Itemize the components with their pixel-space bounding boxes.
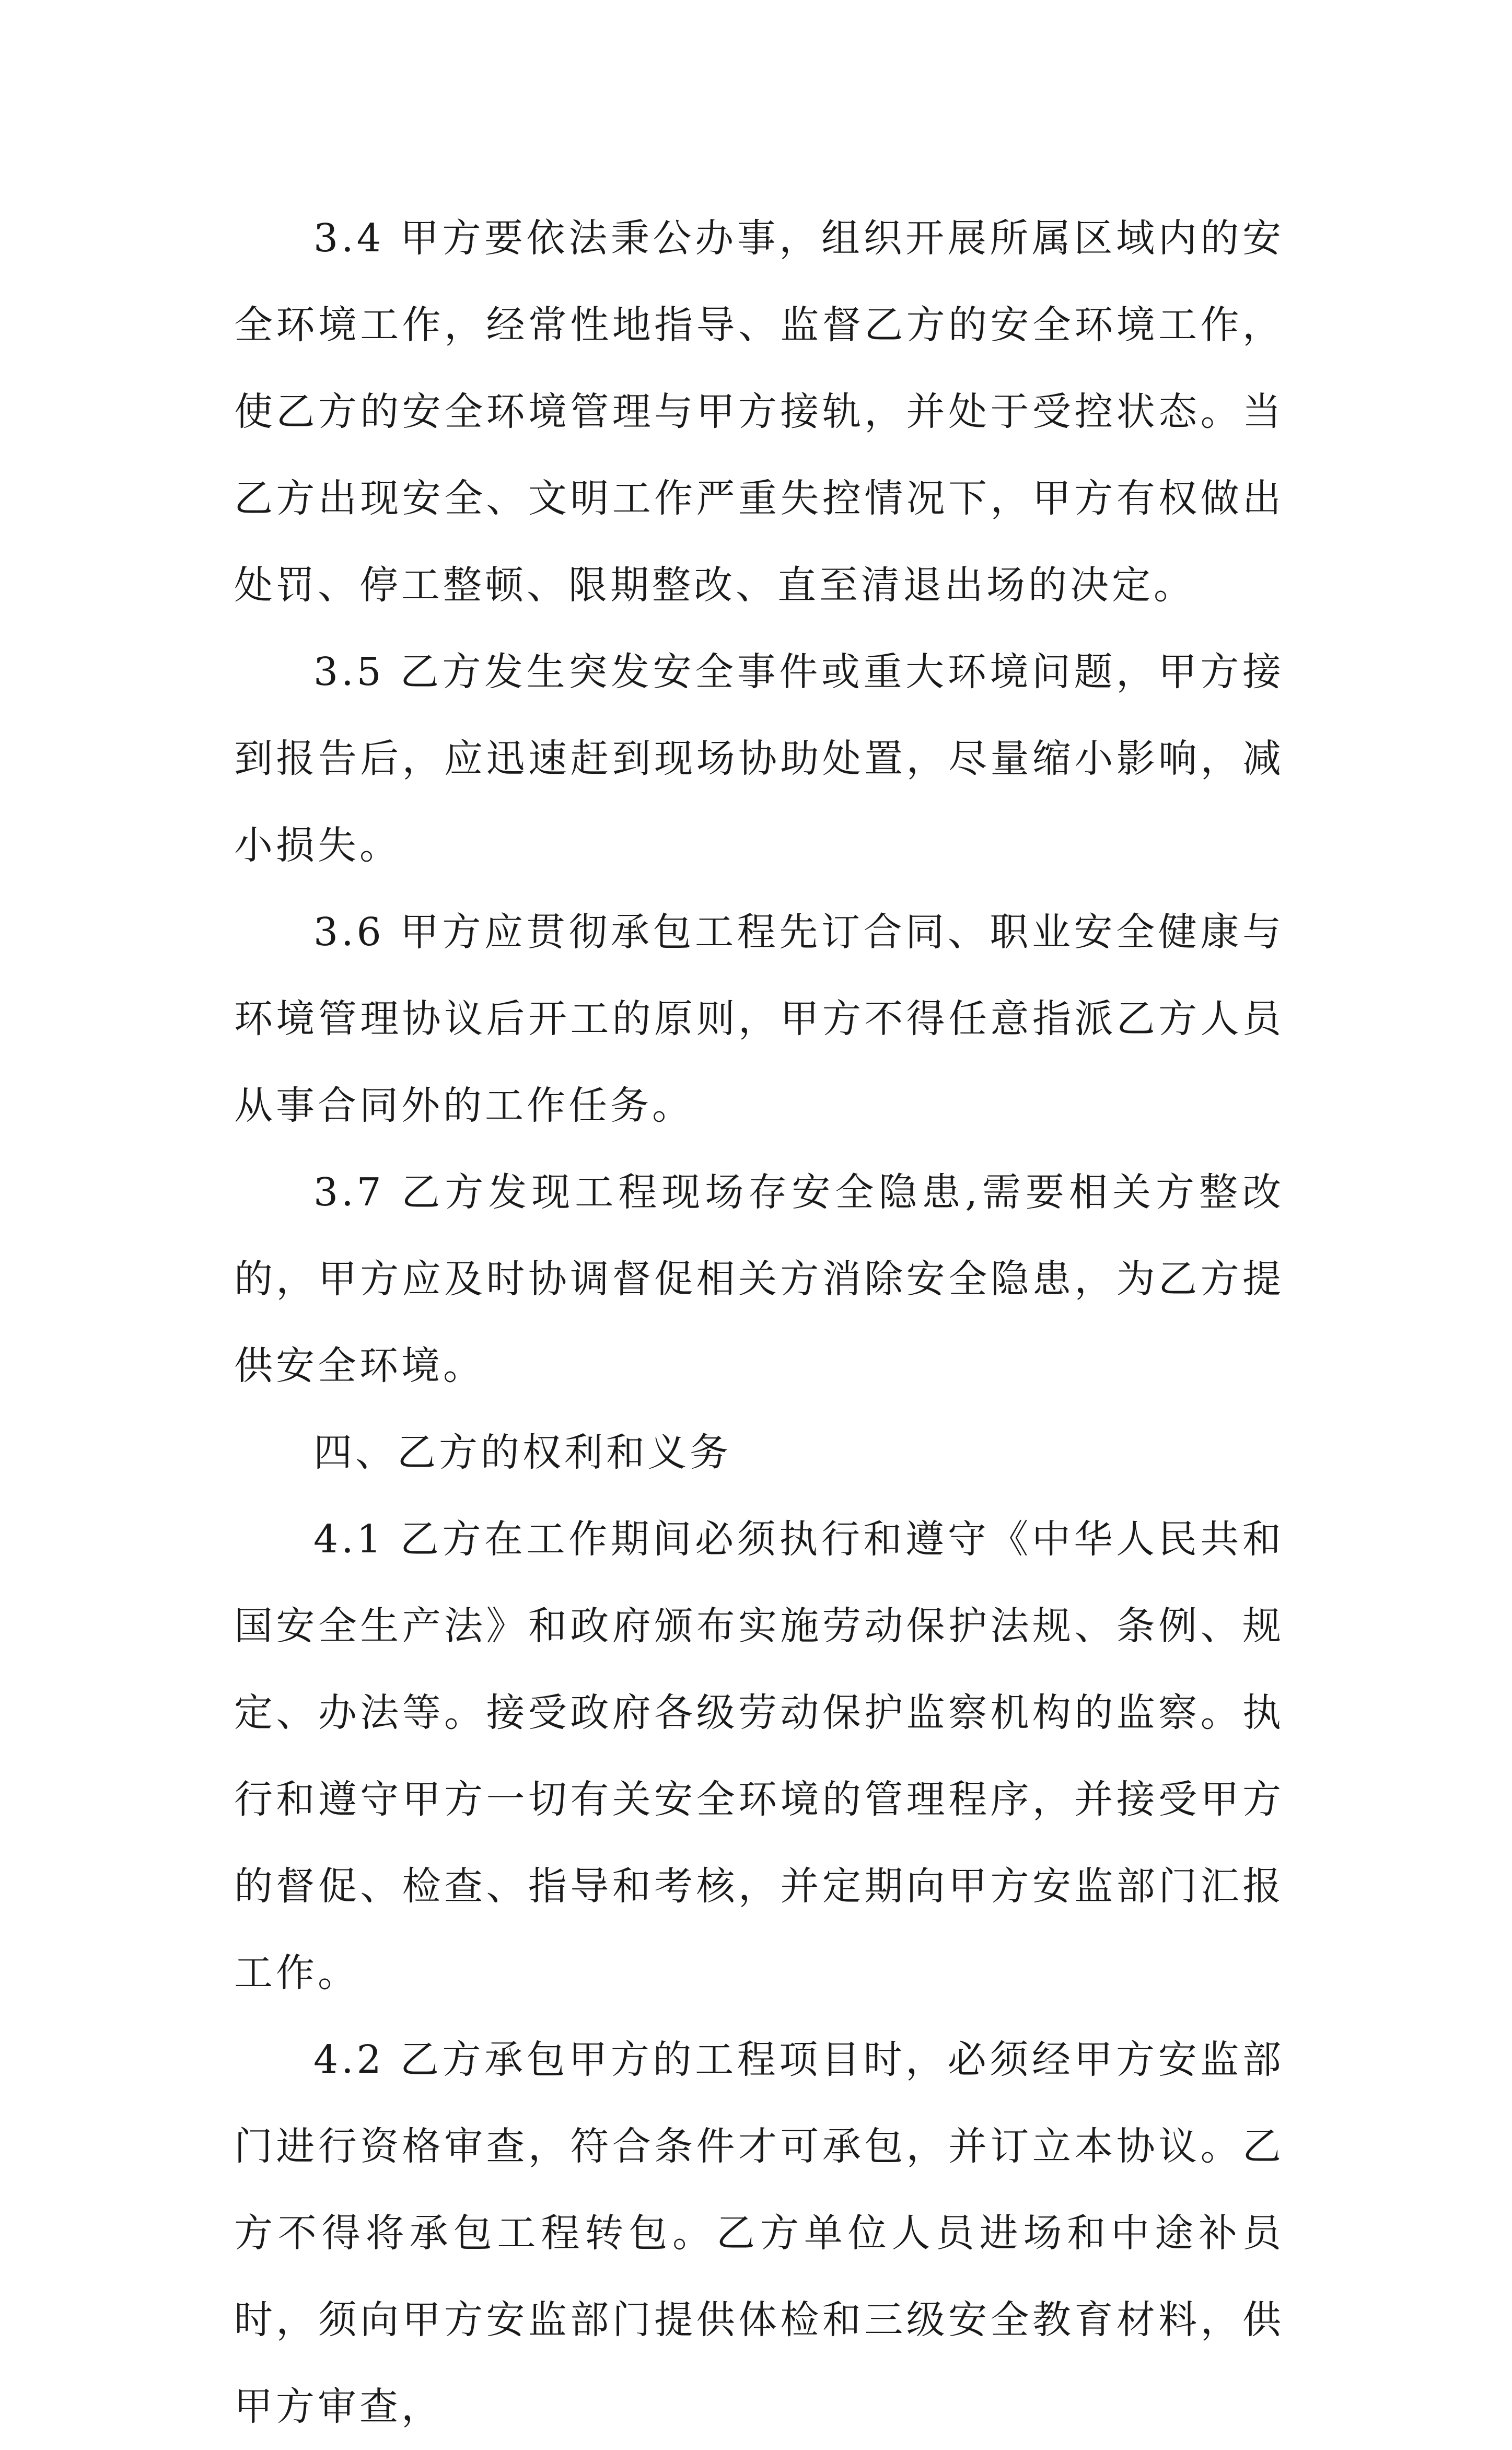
- clause-4-2: 4.2 乙方承包甲方的工程项目时，必须经甲方安监部门进行资格审查，符合条件才可承包，并订立本协议。乙方不得将承包工程转包。乙方单位人员进场和中途补员时，须向甲方安监部门提供体检和三级安全教育材料，供甲方审查，: [234, 2037, 1284, 2429]
- clause-3-4: 3.4 甲方要依法秉公办事，组织开展所属区域内的安全环境工作，经常性地指导、监督乙方的安全环境工作，使乙方的安全环境管理与甲方接轨，并处于受控状态。当乙方出现安全、文明工作严重失控情况下，甲方有权做出处罚、停工整顿、限期整改、直至清退出场的决定。: [234, 216, 1284, 608]
- clause-3-6: 3.6 甲方应贯彻承包工程先订合同、职业安全健康与环境管理协议后开工的原则，甲方不得任意指派乙方人员从事合同外的工作任务。: [234, 910, 1284, 1128]
- document-body: [234, 195, 1284, 2450]
- clause-3-5: 3.5 乙方发生突发安全事件或重大环境问题，甲方接到报告后，应迅速赶到现场协助处置，尽量缩小影响，减小损失。: [234, 649, 1284, 868]
- clause-3-7: 3.7 乙方发现工程现场存安全隐患,需要相关方整改的，甲方应及时协调督促相关方消除安全隐患，为乙方提供安全环境。: [234, 1170, 1284, 1388]
- clause-4-1: 4.1 乙方在工作期间必须执行和遵守《中华人民共和国安全生产法》和政府颁布实施劳动保护法规、条例、规定、办法等。接受政府各级劳动保护监察机构的监察。执行和遵守甲方一切有关安全环境的管理程序，并接受甲方的督促、检查、指导和考核，并定期向甲方安监部门汇报工作。: [234, 1517, 1284, 1995]
- section-heading-4: 四、乙方的权利和义务: [313, 1430, 731, 1475]
